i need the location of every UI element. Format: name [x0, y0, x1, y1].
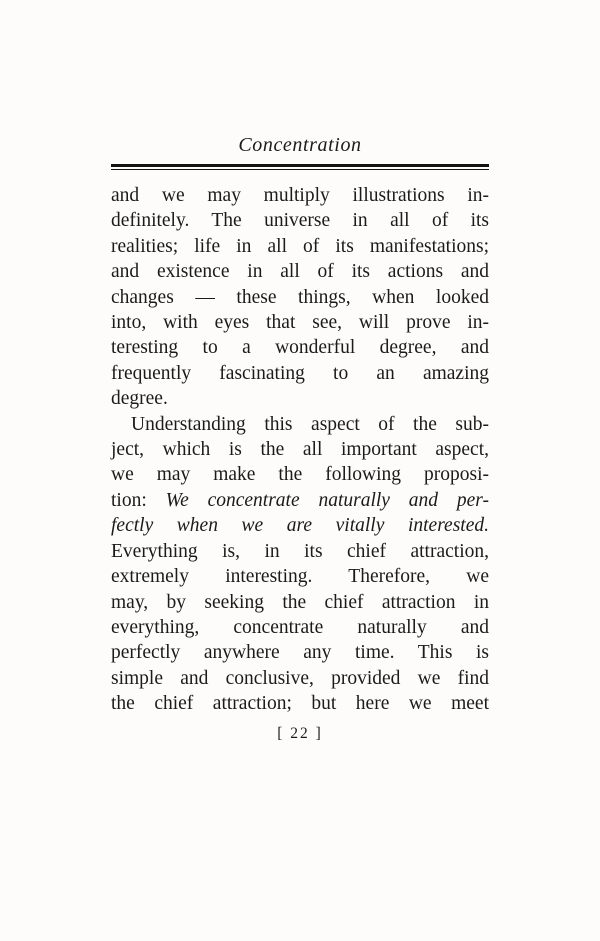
text-segment: into, with eyes that see, will prove in- [111, 312, 489, 334]
text-line [111, 437, 489, 462]
text-line [111, 640, 489, 665]
text-line [111, 386, 489, 411]
text-line [111, 310, 489, 335]
text-line [111, 285, 489, 310]
text-block [111, 0, 489, 743]
text-line [111, 259, 489, 284]
text-line [111, 590, 489, 615]
text-segment: teresting to a wonderful degree, and [111, 337, 489, 359]
text-segment: and we may multiply illustrations in- [111, 185, 489, 206]
text-segment: the chief attraction; but here we meet [111, 693, 489, 715]
text-segment-italic: fectly when we are vitally interested. [111, 515, 489, 537]
text-segment-italic: We concentrate naturally and per- [165, 489, 489, 511]
text-segment: may, by seeking the chief attraction in [111, 591, 489, 613]
text-line [111, 208, 489, 233]
text-line [111, 691, 489, 716]
text-segment: Understanding this aspect of the sub- [131, 413, 489, 435]
text-segment: Everything is, in its chief attraction, [111, 540, 489, 562]
text-segment: tion: [111, 489, 166, 511]
text-line [111, 564, 489, 589]
text-segment: changes — these things, when looked [111, 286, 489, 308]
text-line [111, 513, 489, 538]
text-line [111, 335, 489, 360]
text-segment: and existence in all of its actions and [111, 261, 489, 283]
running-head: Concentration [238, 134, 362, 156]
text-line [111, 539, 489, 564]
text-line [111, 488, 489, 513]
body-text [111, 183, 489, 717]
text-line [111, 666, 489, 691]
text-line [111, 234, 489, 259]
header-rule [111, 164, 489, 170]
text-line [111, 615, 489, 640]
text-segment: definitely. The universe in all of its [111, 210, 489, 232]
header-rule-thick [111, 164, 489, 167]
text-segment: degree. [111, 388, 168, 410]
text-segment: simple and conclusive, provided we find [111, 667, 489, 689]
text-segment: realities; life in all of its manifestations; [111, 235, 489, 257]
text-segment: ject, which is the all important aspect, [111, 439, 489, 461]
text-line [111, 361, 489, 386]
text-line [111, 412, 489, 437]
text-segment: extremely interesting. Therefore, we [111, 566, 489, 588]
text-segment: everything, concentrate naturally and [111, 616, 489, 638]
text-segment: perfectly anywhere any time. This is [111, 642, 489, 664]
text-line [111, 462, 489, 487]
text-segment: we may make the following proposi- [111, 464, 489, 486]
page-number: [ 22 ] [277, 724, 323, 742]
header-rule-thin [111, 169, 489, 170]
text-line [111, 183, 489, 208]
text-segment: frequently fascinating to an amazing [111, 362, 489, 384]
